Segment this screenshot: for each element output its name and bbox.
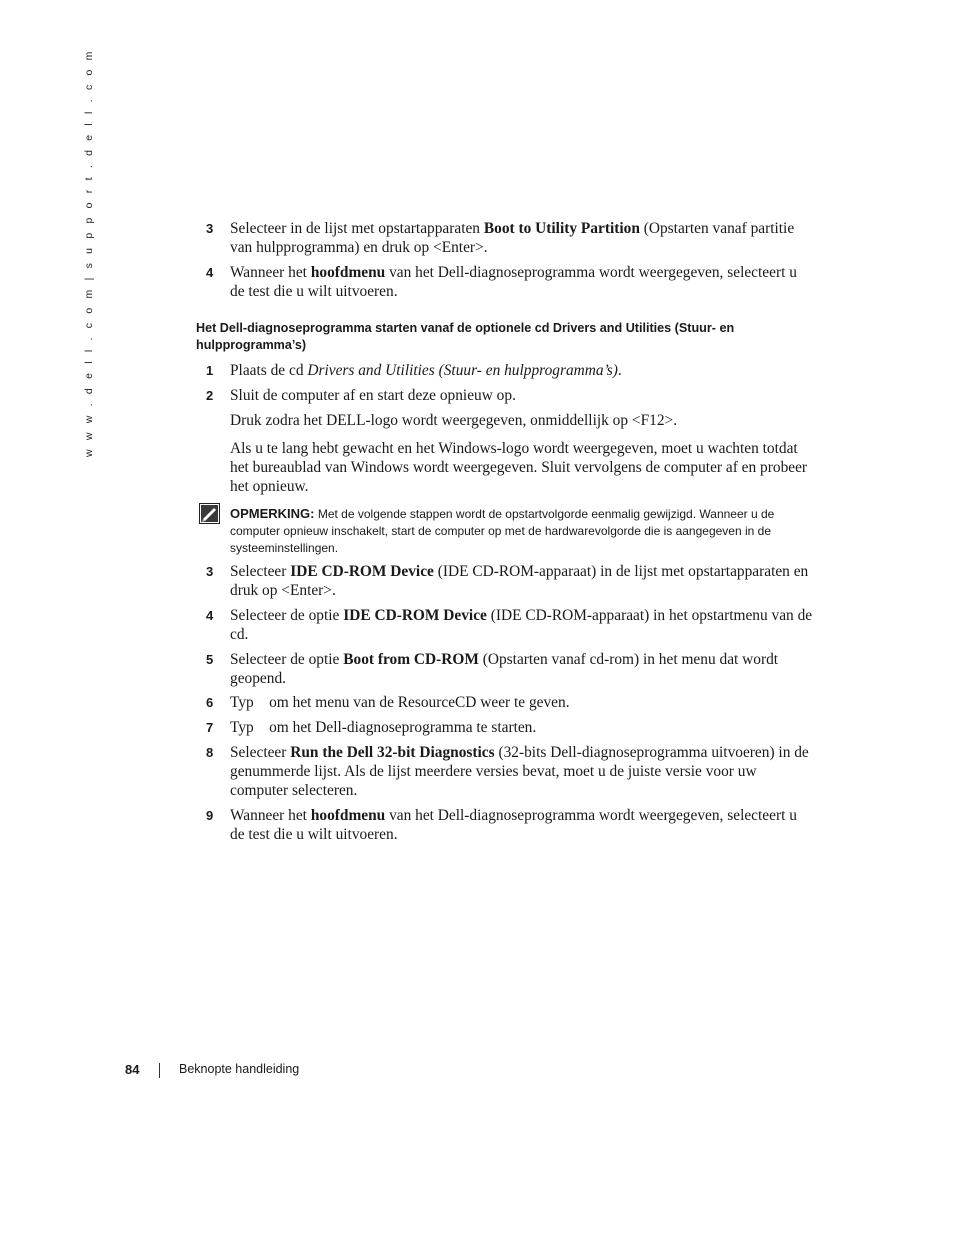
step-number: 1 <box>206 363 214 378</box>
step-number: 5 <box>206 652 214 667</box>
step-text: Selecteer de optie IDE CD-ROM Device (IDE CD-ROM-apparaat) in het opstartmenu van de cd. <box>230 607 813 643</box>
step-text: Typ om het Dell-diagnoseprogramma te starten. <box>230 719 537 736</box>
note-box <box>230 505 814 557</box>
step-text: Wanneer het hoofdmenu van het Dell-diagnoseprogramma wordt weergegeven, selecteert u de test die u wilt uitvoeren. <box>230 807 797 843</box>
note-label: OPMERKING: <box>230 506 315 521</box>
step-text: Selecteer de optie Boot from CD-ROM (Opstarten vanaf cd-rom) in het menu dat wordt geopend. <box>230 651 779 687</box>
step-number: 9 <box>206 808 214 823</box>
section-heading: Het Dell-diagnoseprogramma starten vanaf de optionele cd Drivers and Utilities (Stuur- en hulpprogramma’s) <box>196 321 735 352</box>
step-number: 4 <box>206 265 214 280</box>
step-number: 6 <box>206 695 214 710</box>
paragraph: Druk zodra het DELL-logo wordt weergegeven, onmiddellijk op <F12>. <box>230 412 678 429</box>
step-text: Sluit de computer af en start deze opnieuw op. <box>230 387 516 404</box>
step-text: Wanneer het hoofdmenu van het Dell-diagnoseprogramma wordt weergegeven, selecteert u de test die u wilt uitvoeren. <box>230 264 797 300</box>
step-text: Typ om het menu van de ResourceCD weer te geven. <box>230 694 570 711</box>
paragraph: Als u te lang hebt gewacht en het Windows-logo wordt weergegeven, moet u wachten totdat het bureaublad van Windows wordt weergegeven. Sluit vervolgens de computer af en probeer het opnieuw. <box>230 440 808 495</box>
step-text: Selecteer in de lijst met opstartapparaten Boot to Utility Partition (Opstarten vanaf partitie van hulpprogramma) en druk op <Enter>. <box>230 220 795 256</box>
footer-title: Beknopte handleiding <box>179 1062 300 1076</box>
step-number: 3 <box>206 564 214 579</box>
step-text: Plaats de cd Drivers and Utilities (Stuur- en hulpprogramma’s). <box>230 362 622 379</box>
step-number: 7 <box>206 720 214 735</box>
step-number: 3 <box>206 221 214 236</box>
step-number: 8 <box>206 745 214 760</box>
side-url-text: w w w . d e l l . c o m | s u p p o r t . d e l l . c o m <box>83 48 95 457</box>
page-number: 84 <box>125 1062 140 1077</box>
step-text: Selecteer Run the Dell 32-bit Diagnostics (32-bits Dell-diagnoseprogramma uitvoeren) in de genummerde lijst. Als de lijst meerdere versies bevat, moet u de juiste versie voor uw computer selecteren. <box>230 744 809 799</box>
footer-divider <box>159 1063 160 1078</box>
step-text: Selecteer IDE CD-ROM Device (IDE CD-ROM-apparaat) in de lijst met opstartapparaten en druk op <Enter>. <box>230 563 809 599</box>
note-text: Met de volgende stappen wordt de opstartvolgorde eenmalig gewijzigd. Wanneer u de computer opnieuw inschakelt, start de computer op met de hardwarevolgorde die is aangegeven in de systeeminstellingen. <box>230 507 775 555</box>
step-number: 4 <box>206 608 214 623</box>
step-number: 2 <box>206 388 214 403</box>
note-icon <box>199 503 220 524</box>
